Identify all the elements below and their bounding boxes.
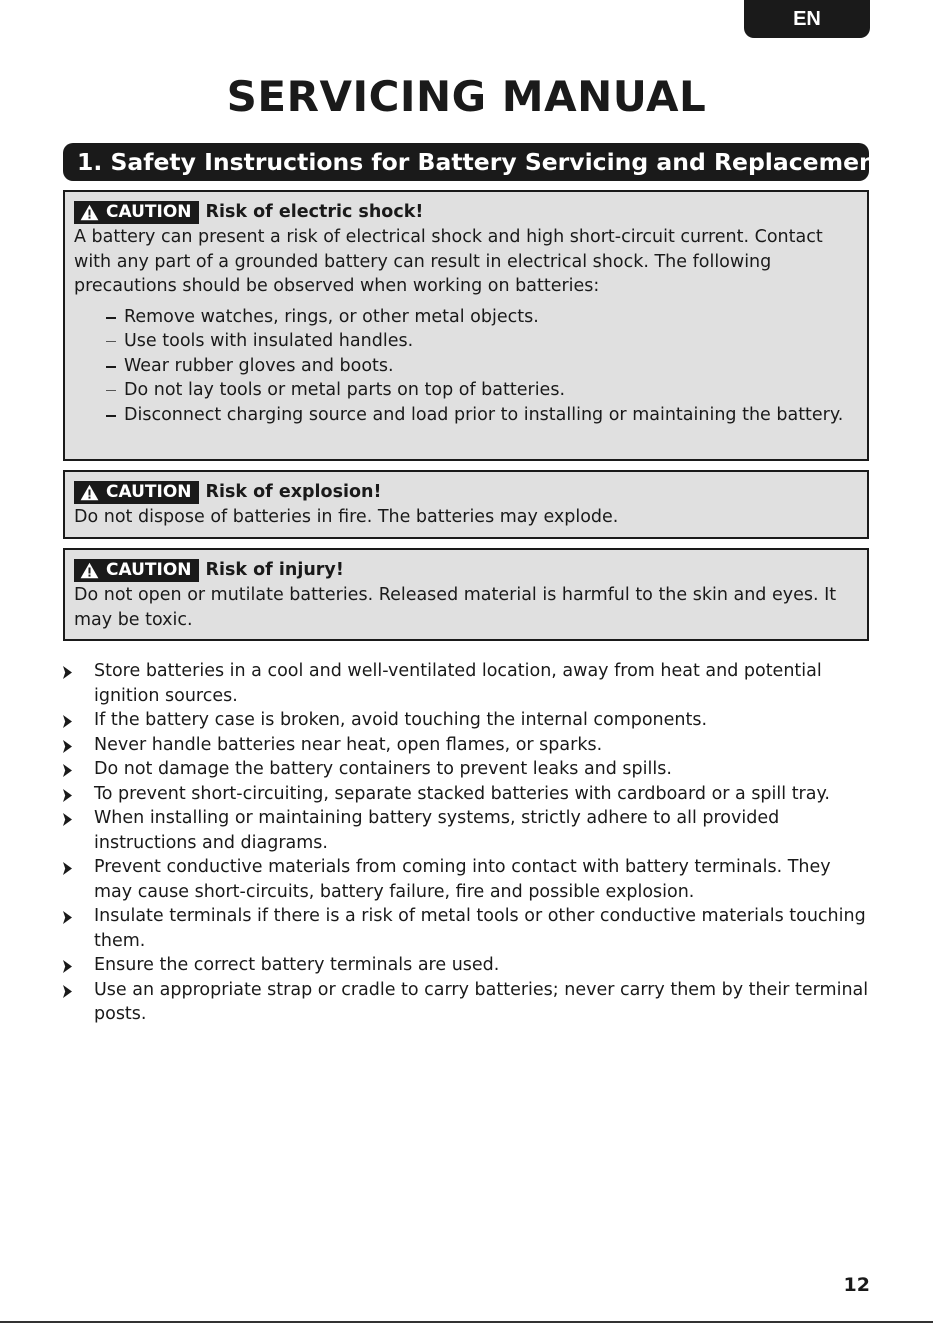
- list-item: [63, 904, 869, 953]
- list-item: [63, 708, 869, 733]
- warning-triangle-icon: [80, 484, 99, 501]
- caution-box-injury: [63, 548, 869, 641]
- list-item: [63, 659, 869, 708]
- bullet-text: Insulate terminals if there is a risk of metal tools or other conductive materials touching them.: [94, 906, 866, 951]
- bullet-text: To prevent short-circuiting, separate stacked batteries with cardboard or a spill tray.: [94, 783, 830, 804]
- list-item: [63, 782, 869, 807]
- caution-text: Do not dispose of batteries in fire. The batteries may explode.: [74, 507, 619, 527]
- caution-badge-label: CAUTION: [106, 202, 192, 223]
- bullet-text: Ensure the correct battery terminals are used.: [94, 955, 500, 975]
- caution-heading: [74, 480, 857, 505]
- caution-title: Risk of injury!: [205, 560, 344, 581]
- safety-bullet-list: [63, 659, 869, 1027]
- list-item: [63, 855, 869, 904]
- bullet-text: Store batteries in a cool and well-ventilated location, away from heat and potential ignition sources.: [94, 661, 822, 706]
- bullet-text: Never handle batteries near heat, open flames, or sparks.: [94, 734, 603, 755]
- caution-badge-label: CAUTION: [106, 482, 192, 503]
- bullet-text: Use an appropriate strap or cradle to carry batteries; never carry them by their terminal posts.: [94, 979, 869, 1024]
- bullet-text: Prevent conductive materials from coming into contact with battery terminals. They may cause short-circuits, battery failure, fire and possible explosion.: [94, 857, 831, 902]
- caution-heading: [74, 558, 857, 583]
- caution-title: Risk of explosion!: [205, 482, 382, 503]
- bullet-arrow-icon: [63, 813, 72, 826]
- caution-box-explosion: [63, 470, 869, 539]
- bullet-arrow-icon: [63, 985, 72, 998]
- list-item: [63, 978, 869, 1027]
- caution-text: Do not open or mutilate batteries. Released material is harmful to the skin and eyes. It may be toxic.: [74, 585, 837, 630]
- bullet-text: When installing or maintaining battery systems, strictly adhere to all provided instructions and diagrams.: [94, 808, 780, 853]
- list-item: Do not lay tools or metal parts on top of batteries.: [124, 378, 857, 403]
- list-item: Use tools with insulated handles.: [124, 329, 857, 354]
- caution-badge: [74, 559, 199, 582]
- caution-heading: [74, 200, 857, 225]
- list-item: [63, 953, 869, 978]
- list-item: [63, 757, 869, 782]
- bullet-arrow-icon: [63, 789, 72, 802]
- list-item: Remove watches, rings, or other metal objects.: [124, 305, 857, 330]
- bullet-text: Do not damage the battery containers to prevent leaks and spills.: [94, 759, 672, 779]
- bullet-arrow-icon: [63, 740, 72, 753]
- list-item: [63, 806, 869, 855]
- caution-badge: [74, 481, 199, 504]
- page-title: SERVICING MANUAL: [226, 72, 707, 121]
- list-item: Disconnect charging source and load prior to installing or maintaining the battery.: [124, 403, 857, 428]
- list-item: Wear rubber gloves and boots.: [124, 354, 857, 379]
- page-number: 12: [843, 1274, 870, 1296]
- warning-triangle-icon: [80, 204, 99, 221]
- caution-box-electric-shock: [63, 190, 869, 461]
- language-tab: EN: [744, 0, 870, 38]
- caution-text: A battery can present a risk of electrical shock and high short-circuit current. Contact with any part of a grounded battery can result in electrical shock. The following precautions should be observed when working on batteries:: [74, 227, 823, 296]
- warning-triangle-icon: [80, 562, 99, 579]
- caution-badge: [74, 201, 199, 224]
- bullet-arrow-icon: [63, 666, 72, 679]
- bullet-text: If the battery case is broken, avoid touching the internal components.: [94, 710, 708, 730]
- bullet-arrow-icon: [63, 862, 72, 875]
- caution-title: Risk of electric shock!: [205, 202, 424, 223]
- caution-badge-label: CAUTION: [106, 560, 192, 581]
- precautions-list: [74, 305, 857, 428]
- section-header: 1. Safety Instructions for Battery Servicing and Replacement: [63, 143, 869, 181]
- list-item: [63, 733, 869, 758]
- bullet-arrow-icon: [63, 764, 72, 777]
- bottom-divider: [0, 1321, 933, 1323]
- bullet-arrow-icon: [63, 911, 72, 924]
- bullet-arrow-icon: [63, 715, 72, 728]
- bullet-arrow-icon: [63, 960, 72, 973]
